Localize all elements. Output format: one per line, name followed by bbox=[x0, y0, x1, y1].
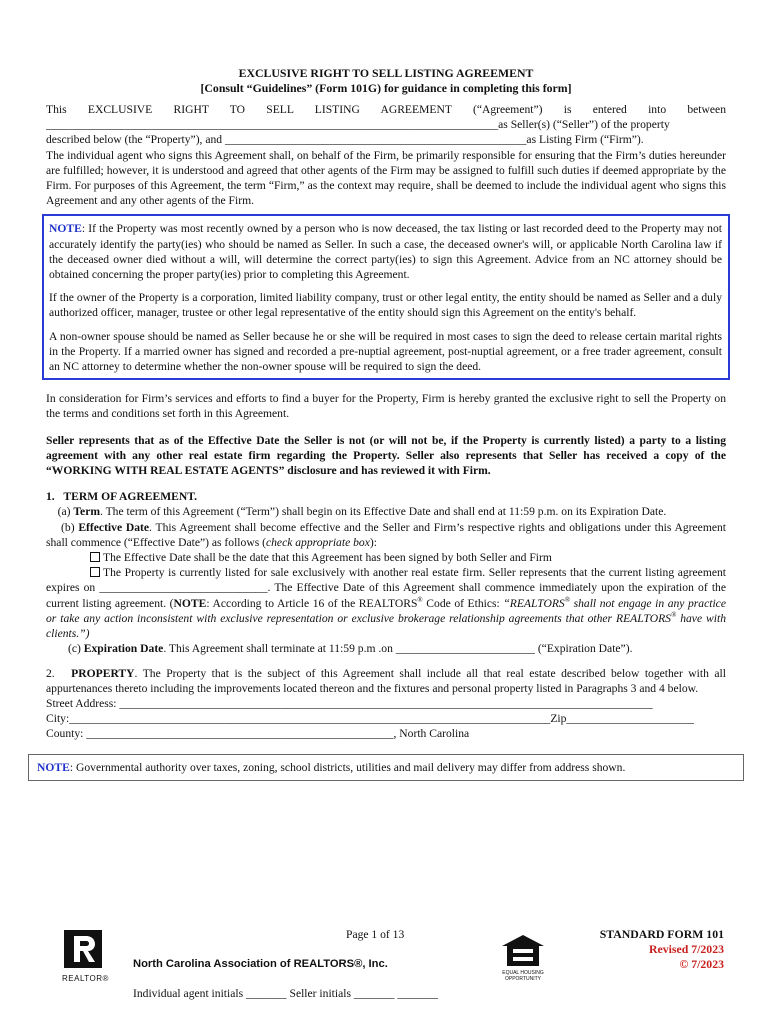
intro-paragraph: The individual agent who signs this Agreement shall, on behalf of the Firm, be primarily responsible for ensuring that the Firm’s duties hereunder are fulfilled; however, it is understood and agreed that other agents of the Firm may be assigned to fulfill such duties if deemed appropriate by the Firm. For purposes of this Agreement, the term “Firm,” as the context may require, shall be deemed to include the individual agent who signs this Agreement and any other agents of the Firm. bbox=[46, 148, 726, 208]
county-field[interactable]: County: _____________________________________________________, North Carolina bbox=[46, 727, 470, 741]
governmental-authority-note-box: NOTE: Governmental authority over taxes, zoning, school districts, utilities and mail delivery may differ from address shown. bbox=[28, 754, 744, 781]
section-2-property: 2. PROPERTY. The Property that is the subject of this Agreement shall include all that real estate described below together with all appurtenances thereto including the improvements located thereon and the fixtures and personal property listed in Paragraphs 3 and 4 below. bbox=[46, 666, 726, 695]
street-address-field[interactable]: Street Address: ____________________________________________________________________________________________ bbox=[46, 696, 653, 710]
initials-line[interactable]: Individual agent initials _______ Seller initials _______ _______ bbox=[133, 987, 438, 1000]
option-1-checkbox[interactable] bbox=[90, 552, 100, 562]
section-1c-expiration-date: (c) Expiration Date. This Agreement shall terminate at 11:59 p.m .on ________________________ (“Expiration Date”). bbox=[68, 642, 633, 656]
effective-date-option-1: The Effective Date shall be the date that this Agreement has been signed by both Seller and Firm bbox=[46, 550, 726, 565]
note-paragraph-2: If the owner of the Property is a corporation, limited liability company, trust or other legal entity, the entity should be named as Seller and a duly authorized officer, manager, trustee or other legal representative of the entity should sign this Agreement on the entity's behalf. bbox=[49, 291, 722, 320]
intro-line-3: described below (the “Property”), and ____________________________________________________as Listing Firm (“Firm”). bbox=[46, 133, 644, 147]
document-title: EXCLUSIVE RIGHT TO SELL LISTING AGREEMENT bbox=[238, 66, 534, 80]
intro-line-2: ______________________________________________________________________________as Seller(s) (“Seller”) of the property bbox=[46, 118, 670, 132]
note-paragraph-1: NOTE: If the Property was most recently owned by a person who is now deceased, the tax listing or last recorded deed to the Property may not accurately identify the party(ies) who should be named as Seller. In such a case, the deceased owner's will, or applicable North Carolina law if the deceased owner died without a will, will determine the correct party(ies) to sign this Agreement. Advice from an NC attorney should be obtained concerning the proper party(ies) prior to completing this Agreement. bbox=[49, 222, 722, 282]
effective-date-option-2: The Property is currently listed for sale exclusively with another real estate firm. Seller represents that the current listing agreement expires on _____________________________. The Effective Date of this Agreement shall commence immediately upon the expiration of the current listing agreement. (NOTE: According to Article 16 of the REALTORS® Code of Ethics: “REALTORS® shall not engage in any practice or take any action inconsistent with exclusive representation or exclusive brokerage relationship agreements that other REALTORS® have with clients.”) bbox=[46, 566, 726, 641]
note-label: NOTE bbox=[37, 760, 70, 774]
realtor-logo-icon bbox=[64, 930, 102, 968]
form-name: STANDARD FORM 101 bbox=[599, 927, 724, 941]
note-paragraph-3: A non-owner spouse should be named as Seller because he or she will be required in most cases to sign the deed to release certain marital rights in the Property. If a married owner has signed and recorded a pre-nuptial agreement, post-nuptial agreement, or a free trader agreement, consult an NC attorney to determine whether the non-owner spouse will be required to sign the deed. bbox=[49, 329, 722, 374]
revised-date: Revised 7/2023 bbox=[648, 942, 724, 956]
page-number: Page 1 of 13 bbox=[346, 928, 405, 941]
association-name: North Carolina Association of REALTORS®, Inc. bbox=[133, 958, 388, 970]
seller-represents-paragraph: Seller represents that as of the Effective Date the Seller is not (or will not be, if the Property is currently listed) a party to a listing agreement with any other real estate firm regarding the Property. Seller also represents that Seller has received a copy of the “WORKING WITH REAL ESTATE AGENTS” disclosure and has reviewed it with Firm. bbox=[46, 433, 726, 478]
note-label: NOTE bbox=[49, 222, 82, 236]
option-2-checkbox[interactable] bbox=[90, 567, 100, 577]
document-subtitle: [Consult “Guidelines” (Form 101G) for guidance in completing this form] bbox=[200, 81, 572, 95]
section-1-heading: 1. TERM OF AGREEMENT. bbox=[46, 490, 198, 504]
city-zip-field[interactable]: City:___________________________________________________________________________________Zip______________________ bbox=[46, 712, 694, 726]
realtor-logo-text: REALTOR® bbox=[62, 974, 109, 983]
equal-housing-text: EQUAL HOUSING OPPORTUNITY bbox=[502, 970, 544, 982]
section-1a-term: (a) Term. The term of this Agreement (“Term”) shall begin on its Effective Date and shall end at 11:59 p.m. on its Expiration Date. bbox=[57, 505, 667, 519]
intro-line-1: This EXCLUSIVE RIGHT TO SELL LISTING AGREEMENT (“Agreement”) is entered into between bbox=[46, 103, 726, 116]
consideration-paragraph: In consideration for Firm’s services and efforts to find a buyer for the Property, Firm is hereby granted the exclusive right to sell the Property on the terms and conditions set forth in this Agreement. bbox=[46, 392, 726, 421]
document-page bbox=[37, 66, 726, 781]
equal-housing-icon bbox=[498, 933, 548, 973]
copyright: © 7/2023 bbox=[679, 957, 724, 971]
section-1b-effective-date: (b) Effective Date. This Agreement shall become effective and the Seller and Firm’s respective rights and obligations under this Agreement shall commence (“Effective Date”) as follows (check appropriate box): bbox=[46, 520, 726, 549]
deceased-owner-note-box bbox=[42, 214, 730, 380]
form-identifier bbox=[600, 927, 724, 972]
